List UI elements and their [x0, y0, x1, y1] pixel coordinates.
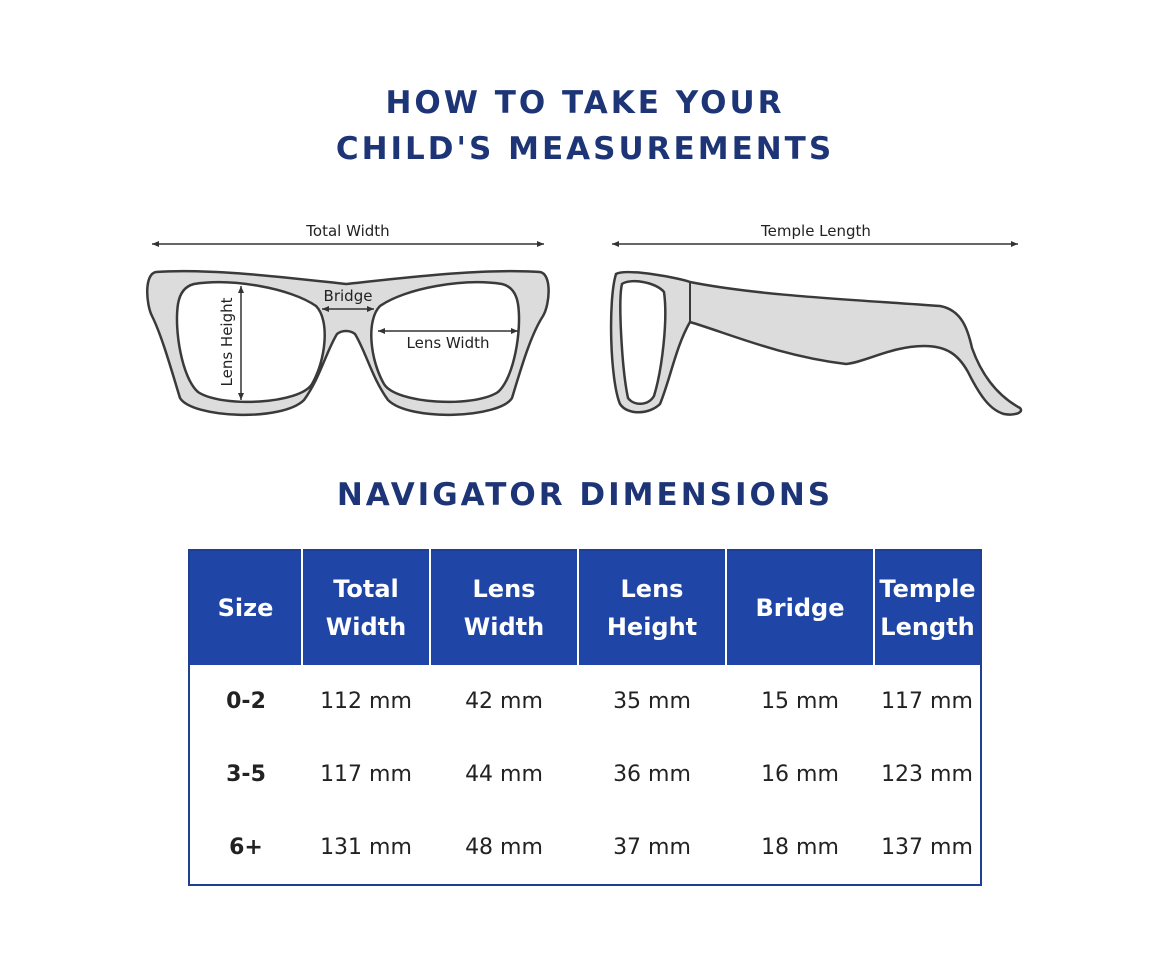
glasses-side-frame	[611, 272, 1021, 414]
total-width-cell: 112 mm	[320, 689, 412, 714]
column-header-total-width	[302, 550, 430, 665]
column-header-size	[189, 550, 302, 665]
section-title: NAVIGATOR DIMENSIONS	[336, 477, 834, 513]
column-header-lens-width	[430, 550, 578, 665]
column-header-lens-height	[578, 550, 726, 665]
lens-height-cell: 35 mm	[613, 689, 691, 714]
column-header-line: Length	[880, 613, 975, 641]
column-header-line: Height	[606, 613, 698, 641]
column-header-line: Bridge	[755, 594, 845, 622]
column-header-line: Lens	[472, 575, 536, 603]
lens-width-cell: 42 mm	[465, 689, 543, 714]
lens-height-label: Lens Height	[218, 297, 236, 387]
size-cell: 6+	[229, 835, 263, 860]
table-row	[189, 811, 981, 885]
size-cell: 0-2	[226, 689, 266, 714]
lens-width-cell: 48 mm	[465, 835, 543, 860]
column-header-line: Temple	[879, 575, 976, 603]
temple-length-label: Temple Length	[761, 222, 871, 240]
dimensions-table	[188, 549, 982, 886]
column-header-line: Total	[333, 575, 399, 603]
table-header-row	[189, 550, 981, 665]
temple-length-cell: 137 mm	[881, 835, 973, 860]
page-title-line-2: CHILD'S MEASUREMENTS	[335, 131, 835, 167]
lens-height-cell: 37 mm	[613, 835, 691, 860]
size-cell: 3-5	[226, 762, 266, 787]
lens-width-label: Lens Width	[406, 334, 490, 352]
total-width-cell: 117 mm	[320, 762, 412, 787]
lens-width-cell: 44 mm	[465, 762, 543, 787]
bridge-label: Bridge	[323, 287, 373, 305]
total-width-cell: 131 mm	[320, 835, 412, 860]
column-header-line: Width	[325, 613, 407, 641]
bridge-cell: 16 mm	[761, 762, 839, 787]
table-row	[189, 738, 981, 811]
lens-height-cell: 36 mm	[613, 762, 691, 787]
page-title-line-1: HOW TO TAKE YOUR	[385, 85, 785, 121]
column-header-line: Size	[217, 594, 274, 622]
glasses-side-view	[611, 272, 1021, 414]
table-row	[189, 665, 981, 738]
column-header-line: Lens	[620, 575, 684, 603]
temple-length-cell: 117 mm	[881, 689, 973, 714]
total-width-label: Total Width	[306, 222, 390, 240]
bridge-cell: 15 mm	[761, 689, 839, 714]
bridge-cell: 18 mm	[761, 835, 839, 860]
temple-length-cell: 123 mm	[881, 762, 973, 787]
column-header-temple-length	[874, 550, 981, 665]
column-header-line: Width	[463, 613, 545, 641]
measurement-diagram	[0, 0, 1170, 470]
column-header-bridge	[726, 550, 874, 665]
